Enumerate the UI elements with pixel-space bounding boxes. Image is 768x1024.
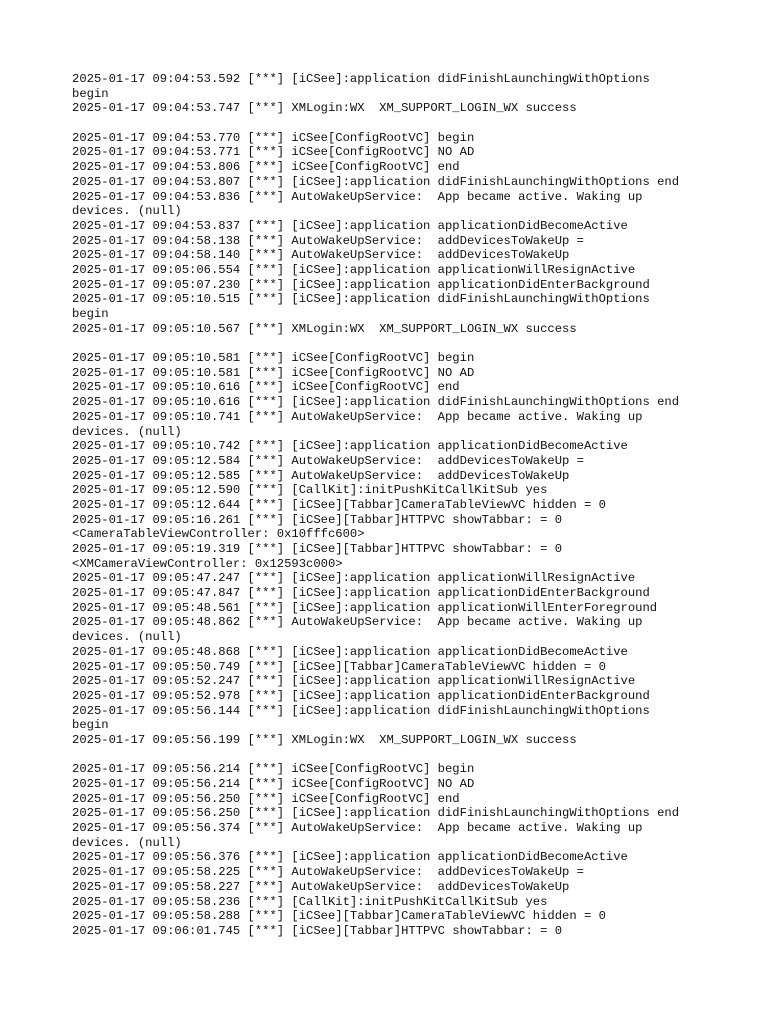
log-line: 2025-01-17 09:05:56.199 [***] XMLogin:WX XM_SUPPORT_LOGIN_WX success (72, 732, 577, 747)
log-line: 2025-01-17 09:05:10.616 [***] iCSee[ConfigRootVC] end (72, 380, 460, 395)
log-line: begin (72, 86, 109, 101)
log-line: 2025-01-17 09:04:53.837 [***] [iCSee]:application applicationDidBecomeActive (72, 218, 628, 233)
log-line: 2025-01-17 09:05:58.236 [***] [CallKit]:initPushKitCallKitSub yes (72, 894, 548, 909)
log-line: 2025-01-17 09:05:16.261 [***] [iCSee][Tabbar]HTTPVC showTabbar: = 0 (72, 512, 563, 527)
log-line: 2025-01-17 09:06:01.745 [***] [iCSee][Tabbar]HTTPVC showTabbar: = 0 (72, 923, 563, 938)
log-line: 2025-01-17 09:04:53.771 [***] iCSee[ConfigRootVC] NO AD (72, 145, 475, 160)
log-line: 2025-01-17 09:05:56.144 [***] [iCSee]:application didFinishLaunchingWithOptions (72, 703, 650, 718)
log-line: <XMCameraViewController: 0x12593c000> (72, 556, 343, 571)
log-line: 2025-01-17 09:05:52.247 [***] [iCSee]:application applicationWillResignActive (72, 674, 636, 689)
log-line: 2025-01-17 09:05:10.742 [***] [iCSee]:application applicationDidBecomeActive (72, 439, 628, 454)
log-line: 2025-01-17 09:05:10.567 [***] XMLogin:WX XM_SUPPORT_LOGIN_WX success (72, 321, 577, 336)
log-line: 2025-01-17 09:05:56.374 [***] AutoWakeUpService: App became active. Waking up (72, 821, 643, 836)
log-line: 2025-01-17 09:05:58.225 [***] AutoWakeUpService: addDevicesToWakeUp = (72, 865, 584, 880)
log-line: 2025-01-17 09:05:10.741 [***] AutoWakeUpService: App became active. Waking up (72, 409, 643, 424)
log-line: 2025-01-17 09:05:48.862 [***] AutoWakeUpService: App became active. Waking up (72, 615, 643, 630)
log-line: 2025-01-17 09:05:12.590 [***] [CallKit]:initPushKitCallKitSub yes (72, 483, 548, 498)
log-text-block (72, 72, 712, 939)
log-line: 2025-01-17 09:05:10.581 [***] iCSee[ConfigRootVC] begin (72, 351, 475, 366)
log-line: 2025-01-17 09:04:53.747 [***] XMLogin:WX XM_SUPPORT_LOGIN_WX success (72, 101, 577, 116)
log-line: 2025-01-17 09:05:47.847 [***] [iCSee]:application applicationDidEnterBackground (72, 586, 650, 601)
log-line: 2025-01-17 09:05:07.230 [***] [iCSee]:application applicationDidEnterBackground (72, 277, 650, 292)
log-line: 2025-01-17 09:04:58.138 [***] AutoWakeUpService: addDevicesToWakeUp = (72, 233, 584, 248)
log-line: 2025-01-17 09:05:56.250 [***] [iCSee]:application didFinishLaunchingWithOptions end (72, 806, 680, 821)
log-line: 2025-01-17 09:04:53.806 [***] iCSee[ConfigRootVC] end (72, 160, 460, 175)
log-line: 2025-01-17 09:05:10.581 [***] iCSee[ConfigRootVC] NO AD (72, 365, 475, 380)
log-line: 2025-01-17 09:05:56.376 [***] [iCSee]:application applicationDidBecomeActive (72, 850, 628, 865)
log-line: 2025-01-17 09:05:56.214 [***] iCSee[ConfigRootVC] begin (72, 762, 475, 777)
log-line: 2025-01-17 09:05:47.247 [***] [iCSee]:application applicationWillResignActive (72, 571, 636, 586)
log-line: 2025-01-17 09:05:50.749 [***] [iCSee][Tabbar]CameraTableViewVC hidden = 0 (72, 659, 606, 674)
log-line: 2025-01-17 09:05:19.319 [***] [iCSee][Tabbar]HTTPVC showTabbar: = 0 (72, 542, 563, 556)
log-line: devices. (null) (72, 204, 182, 219)
log-line: 2025-01-17 09:05:56.250 [***] iCSee[ConfigRootVC] end (72, 791, 460, 806)
log-line: 2025-01-17 09:05:58.288 [***] [iCSee][Tabbar]CameraTableViewVC hidden = 0 (72, 909, 606, 924)
log-blank-line (72, 336, 712, 351)
log-line: 2025-01-17 09:04:53.807 [***] [iCSee]:application didFinishLaunchingWithOptions end (72, 174, 680, 189)
log-line: 2025-01-17 09:05:56.214 [***] iCSee[ConfigRootVC] NO AD (72, 777, 475, 791)
log-blank-line (72, 748, 712, 763)
log-line: devices. (null) (72, 424, 182, 439)
log-line: 2025-01-17 09:05:12.585 [***] AutoWakeUpService: addDevicesToWakeUp (72, 468, 570, 483)
log-line: 2025-01-17 09:05:10.616 [***] [iCSee]:application didFinishLaunchingWithOptions end (72, 395, 680, 410)
log-line: 2025-01-17 09:05:10.515 [***] [iCSee]:application didFinishLaunchingWithOptions (72, 292, 650, 307)
log-line: begin (72, 718, 109, 733)
log-line: 2025-01-17 09:04:58.140 [***] AutoWakeUpService: addDevicesToWakeUp (72, 248, 570, 263)
log-line: 2025-01-17 09:05:58.227 [***] AutoWakeUpService: addDevicesToWakeUp (72, 879, 570, 894)
log-line: 2025-01-17 09:04:53.770 [***] iCSee[ConfigRootVC] begin (72, 130, 475, 145)
log-line: 2025-01-17 09:05:12.644 [***] [iCSee][Tabbar]CameraTableViewVC hidden = 0 (72, 497, 606, 512)
log-line: 2025-01-17 09:05:48.868 [***] [iCSee]:application applicationDidBecomeActive (72, 644, 628, 659)
log-line: 2025-01-17 09:05:06.554 [***] [iCSee]:application applicationWillResignActive (72, 262, 636, 277)
log-line: 2025-01-17 09:05:48.561 [***] [iCSee]:application applicationWillEnterForeground (72, 600, 658, 615)
log-line: devices. (null) (72, 835, 182, 850)
log-line: 2025-01-17 09:04:53.836 [***] AutoWakeUpService: App became active. Waking up (72, 189, 643, 204)
log-line: devices. (null) (72, 630, 182, 645)
log-line: 2025-01-17 09:04:53.592 [***] [iCSee]:application didFinishLaunchingWithOptions (72, 72, 650, 86)
log-line: begin (72, 307, 109, 321)
log-line: <CameraTableViewController: 0x10fffc600> (72, 527, 365, 542)
log-line: 2025-01-17 09:05:12.584 [***] AutoWakeUpService: addDevicesToWakeUp = (72, 453, 584, 468)
log-blank-line (72, 116, 712, 131)
log-line: 2025-01-17 09:05:52.978 [***] [iCSee]:application applicationDidEnterBackground (72, 688, 650, 703)
